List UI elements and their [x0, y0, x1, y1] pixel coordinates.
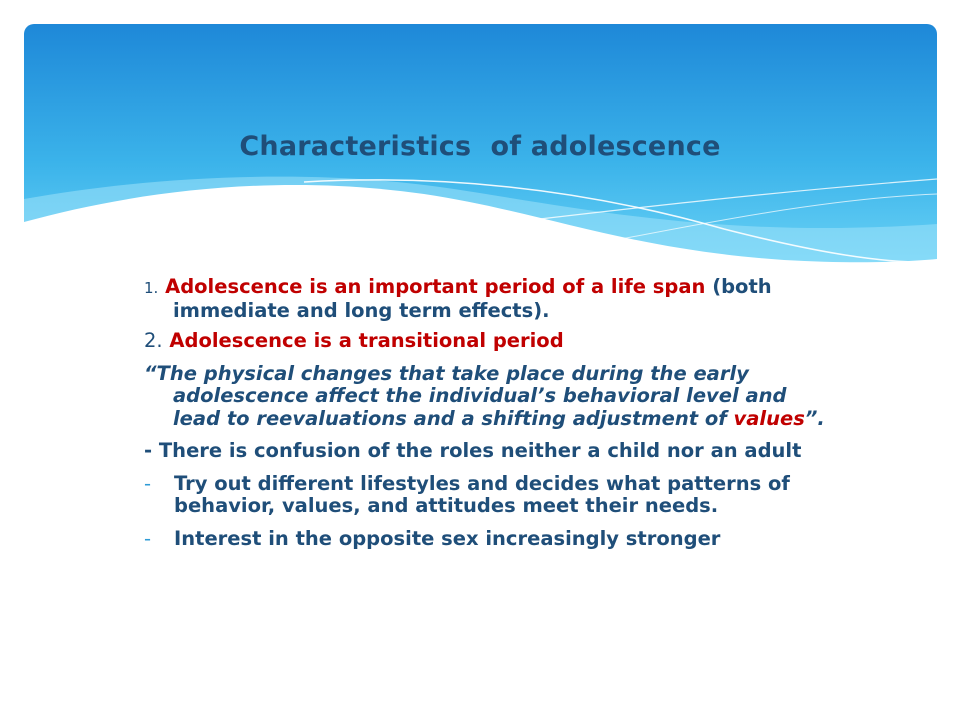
dash-item-2	[144, 528, 834, 551]
point-2	[144, 330, 834, 353]
quote-highlight: values	[733, 406, 805, 430]
point-1-text: (both immediate and long term effects).	[173, 275, 772, 322]
title-gap	[471, 131, 490, 162]
point-1-heading: Adolescence is an important period of a life span	[165, 275, 706, 298]
quote-end: ”.	[804, 406, 825, 430]
point-1-number: 1.	[144, 279, 159, 297]
dash-bullet: -	[144, 526, 152, 550]
dash-item-2-text: Interest in the opposite sex increasingly stronger	[174, 526, 721, 550]
slide-title	[0, 131, 960, 162]
title-word-2: of adolescence	[490, 131, 721, 162]
quote-text: “The physical changes that take place during the early adolescence affect the individual’s behavioral level and lead to reevaluations and a shifting adjustment of	[144, 361, 787, 430]
dash-bullet: -	[144, 471, 152, 495]
slide-body	[144, 276, 834, 560]
quote-paragraph	[144, 363, 834, 431]
point-1	[144, 276, 834, 322]
point-2-number: 2.	[144, 329, 163, 352]
dash-item-1-text: Try out different lifestyles and decides what patterns of behavior, values, and attitudes meet their needs.	[174, 471, 790, 517]
title-word-1: Characteristics	[239, 131, 472, 162]
confusion-text: - There is confusion of the roles neither a child nor an adult	[144, 439, 802, 462]
confusion-point	[144, 440, 834, 463]
dash-item-1	[144, 473, 834, 518]
point-2-heading: Adolescence is a transitional period	[169, 329, 564, 352]
